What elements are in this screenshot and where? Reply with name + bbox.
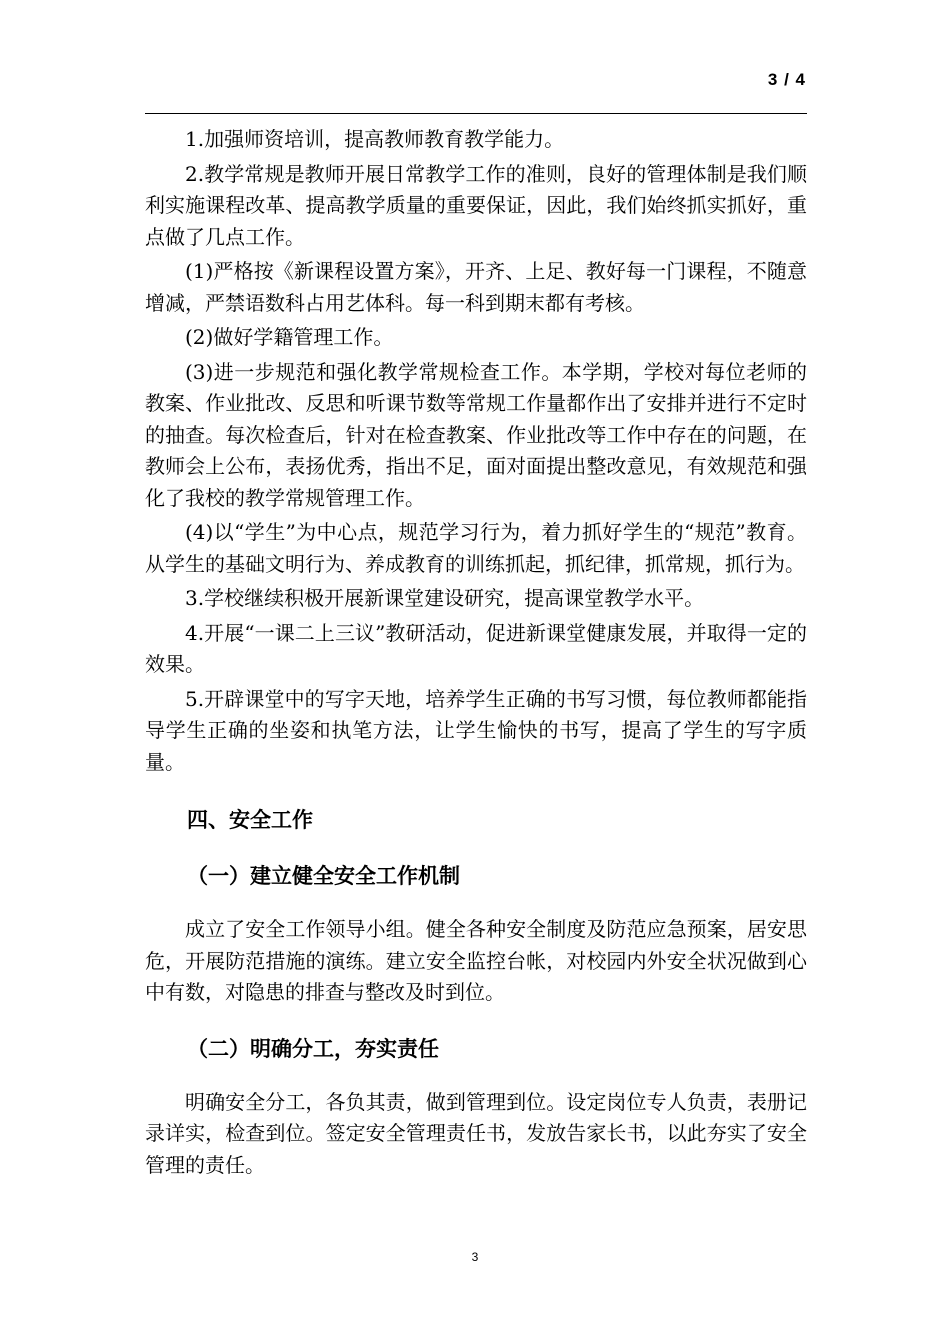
paragraph-teacher-training: 1.加强师资培训，提高教师教育教学能力。 (185, 127, 565, 151)
section-heading-safety: 四、安全工作 (187, 808, 313, 832)
footer-page-number: 3 (471, 1250, 479, 1264)
paragraph-student-centered: (4)以“学生”为中心点，规范学习行为，着力抓好学生的“规范”教育。从学生的基础文明行为、养成教育的训练抓起，抓纪律，抓常规，抓行为。 (145, 520, 807, 576)
header-rule (145, 113, 807, 114)
subsection-heading-mechanism: （一）建立健全安全工作机制 (187, 864, 460, 888)
paragraph-student-records: (2)做好学籍管理工作。 (185, 325, 394, 349)
document-body (145, 124, 807, 1181)
paragraph-routine-inspection: (3)进一步规范和强化教学常规检查工作。本学期，学校对每位老师的教案、作业批改、反思和听课节数等常规工作量都作出了安排并进行不定时的抽查。每次检查后，针对在检查教案、作业批改等工作中存在的问题，在教师会上公布，表扬优秀，指出不足，面对面提出整改意见，有效规范和强化了我校的教学常规管理工作。 (145, 359, 807, 510)
paragraph-research-activity: 4.开展“一课二上三议”教研活动，促进新课堂健康发展，并取得一定的效果。 (145, 620, 807, 676)
paragraph-safety-mechanism: 成立了安全工作领导小组。健全各种安全制度及防范应急预案，居安思危，开展防范措施的演练。建立安全监控台帐，对校园内外安全状况做到心中有数，对隐患的排查与整改及时到位。 (145, 917, 807, 1004)
paragraph-writing-habits: 5.开辟课堂中的写字天地，培养学生正确的书写习惯，每位教师都能指导学生正确的坐姿和执笔方法，让学生愉快的书写，提高了学生的写字质量。 (145, 686, 807, 774)
subsection-heading-responsibility: （二）明确分工，夯实责任 (187, 1036, 439, 1061)
paragraph-new-classroom: 3.学校继续积极开展新课堂建设研究，提高课堂教学水平。 (185, 586, 705, 610)
header-page-indicator: 3 / 4 (767, 70, 806, 89)
paragraph-curriculum-plan: (1)严格按《新课程设置方案》，开齐、上足、教好每一门课程，不随意增减，严禁语数科占用艺体科。每一科到期末都有考核。 (145, 259, 807, 315)
paragraph-safety-responsibility: 明确安全分工，各负其责，做到管理到位。设定岗位专人负责，表册记录详实，检查到位。签定安全管理责任书，发放告家长书，以此夯实了安全管理的责任。 (145, 1089, 807, 1177)
paragraph-teaching-routine: 2.教学常规是教师开展日常教学工作的准则，良好的管理体制是我们顺利实施课程改革、提高教学质量的重要保证，因此，我们始终抓实抓好，重点做了几点工作。 (145, 161, 807, 249)
